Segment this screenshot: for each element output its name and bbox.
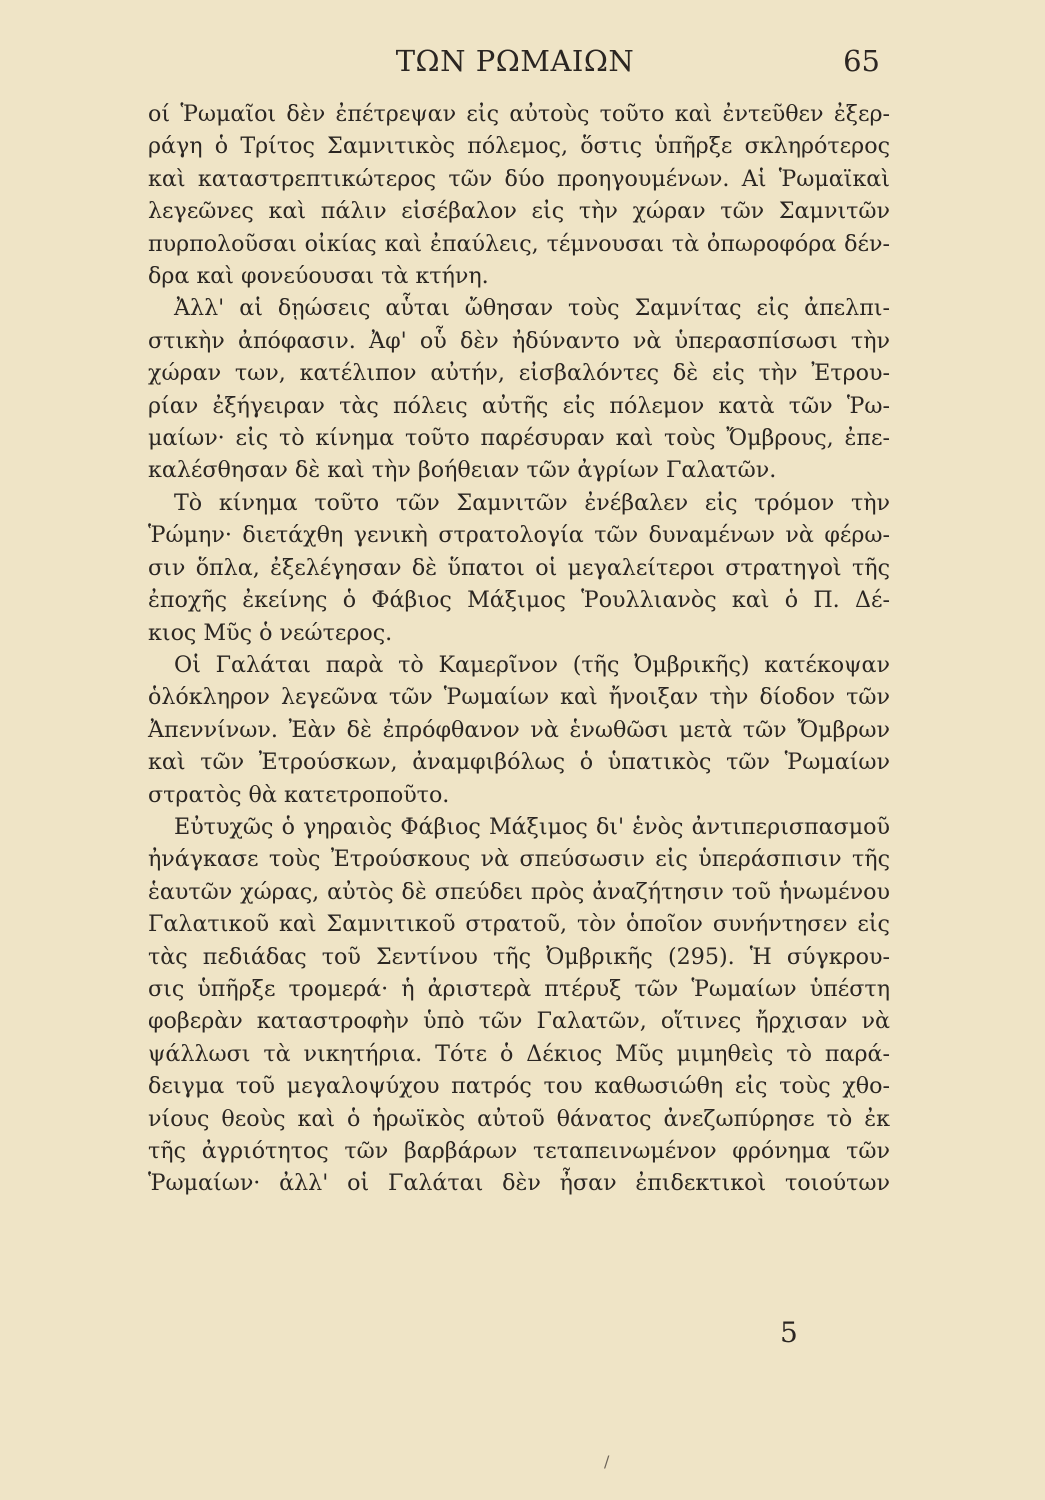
text-line: σις ὑπῆρξε τρομερά· ἡ ἀριστερὰ πτέρυξ τῶν Ῥωμαίων ὑπέστη — [148, 975, 890, 1002]
text-line: ρίαν ἐξήγειραν τὰς πόλεις αὐτῆς εἰς πόλεμον κατὰ τῶν Ῥω- — [148, 392, 890, 419]
text-line: Ῥωμαίων· ἀλλ' οἱ Γαλάται δὲν ἦσαν ἐπιδεκτικοὶ τοιούτων — [148, 1170, 890, 1197]
text-line: Τὸ κίνημα τοῦτο τῶν Σαμνιτῶν ἐνέβαλεν εἰς τρόμον τὴν — [174, 489, 890, 516]
text-line: ἐποχῆς ἐκείνης ὁ Φάβιος Μάξιμος Ῥουλλιανὸς καὶ ὁ Π. Δέ- — [148, 587, 890, 614]
header-title: ΤΩΝ ΡΩΜΑΙΩΝ — [395, 44, 635, 78]
text-line: οί Ῥωμαῖοι δὲν ἐπέτρεψαν εἰς αὐτοὺς τοῦτο καὶ ἐντεῦθεν ἐξερ- — [148, 101, 890, 127]
text-line: ράγη ὁ Τρίτος Σαμνιτικὸς πόλεμος, ὅστις ὑπῆρξε σκληρότερος — [148, 133, 890, 160]
text-line: δρα καὶ φονεύουσαι τὰ κτήνη. — [148, 263, 489, 290]
text-line: στικὴν ἀπόφασιν. Ἀφ' οὗ δὲν ἠδύναντο νὰ ὑπερασπίσωσι τὴν — [148, 327, 890, 354]
running-header — [150, 44, 880, 88]
text-line: Γαλατικοῦ καὶ Σαμνιτικοῦ στρατοῦ, τὸν ὁποῖον συνήντησεν εἰς — [148, 911, 890, 938]
text-line: Οἱ Γαλάται παρὰ τὸ Καμερῖνον (τῆς Ὀμβρικῆς) κατέκοψαν — [174, 651, 890, 678]
text-line: Ῥώμην· διετάχθη γενικὴ στρατολογία τῶν δυναμένων νὰ φέρω- — [148, 522, 890, 549]
text-line: ψάλλωσι τὰ νικητήρια. Τότε ὁ Δέκιος Μῦς μιμηθεὶς τὸ παρά- — [148, 1040, 890, 1067]
text-line: ὁλόκληρον λεγεῶνα τῶν Ῥωμαίων καὶ ἤνοιξαν τὴν δίοδον τῶν — [148, 684, 890, 711]
text-line: δειγμα τοῦ μεγαλοψύχου πατρός του καθωσιώθη εἰς τοὺς χθο- — [148, 1073, 890, 1100]
text-line: μαίων· εἰς τὸ κίνημα τοῦτο παρέσυραν καὶ τοὺς Ὄμβρους, ἐπε- — [148, 425, 890, 452]
text-line: τὰς πεδιάδας τοῦ Σεντίνου τῆς Ὀμβρικῆς (295). Ἡ σύγκρου- — [148, 943, 890, 970]
text-line: καλέσθησαν δὲ καὶ τὴν βοήθειαν τῶν ἀγρίων Γαλατῶν. — [148, 457, 777, 484]
text-line: λεγεῶνες καὶ πάλιν εἰσέβαλον εἰς τὴν χώραν τῶν Σαμνιτῶν — [148, 198, 890, 225]
text-line: σιν ὅπλα, ἐξελέγησαν δὲ ὕπατοι οἱ μεγαλείτεροι στρατηγοὶ τῆς — [148, 554, 890, 581]
text-line: νίους θεοὺς καὶ ὁ ἡρωϊκὸς αὐτοῦ θάνατος ἀνεζωπύρησε τὸ ἐκ — [148, 1105, 890, 1132]
text-line: ἠνάγκασε τοὺς Ἐτρούσκους νὰ σπεύσωσιν εἰς ὑπεράσπισιν τῆς — [148, 846, 890, 873]
signature-mark: 5 — [780, 1316, 798, 1349]
text-line: καὶ καταστρεπτικώτερος τῶν δύο προηγουμένων. Αἱ Ῥωμαϊκαὶ — [148, 165, 890, 192]
text-line: στρατὸς θὰ κατετροποῦτο. — [148, 781, 450, 808]
body-text — [148, 98, 890, 1200]
text-line: Εὐτυχῶς ὁ γηραιὸς Φάβιος Μάξιμος δι' ἑνὸς ἀντιπερισπασμοῦ — [174, 813, 890, 840]
text-line: τῆς ἀγριότητος τῶν βαρβάρων τεταπεινωμένον φρόνημα τῶν — [148, 1138, 890, 1164]
text-line: χώραν των, κατέλιπον αὐτήν, εἰσβαλόντες δὲ εἰς τὴν Ἐτρου- — [148, 360, 890, 387]
text-line: κιος Μῦς ὁ νεώτερος. — [148, 619, 393, 646]
text-line: φοβερὰν καταστροφὴν ὑπὸ τῶν Γαλατῶν, οἵτινες ἤρχισαν νὰ — [148, 1008, 890, 1035]
text-line: Ἀλλ' αἱ δῃώσεις αὗται ὤθησαν τοὺς Σαμνίτας εἰς ἀπελπι- — [174, 295, 890, 322]
stray-mark: / — [604, 1452, 610, 1471]
text-line: πυρπολοῦσαι οἰκίας καὶ ἐπαύλεις, τέμνουσαι τὰ ὀπωροφόρα δέν- — [148, 230, 890, 257]
text-line: ἑαυτῶν χώρας, αὐτὸς δὲ σπεύδει πρὸς ἀναζήτησιν τοῦ ἡνωμένου — [148, 878, 890, 905]
text-line: καὶ τῶν Ἐτρούσκων, ἀναμφιβόλως ὁ ὑπατικὸς τῶν Ῥωμαίων — [148, 749, 890, 776]
page-number: 65 — [843, 44, 880, 78]
text-line: Ἀπεννίνων. Ἐὰν δὲ ἐπρόφθανον νὰ ἑνωθῶσι μετὰ τῶν Ὄμβρων — [148, 716, 890, 743]
